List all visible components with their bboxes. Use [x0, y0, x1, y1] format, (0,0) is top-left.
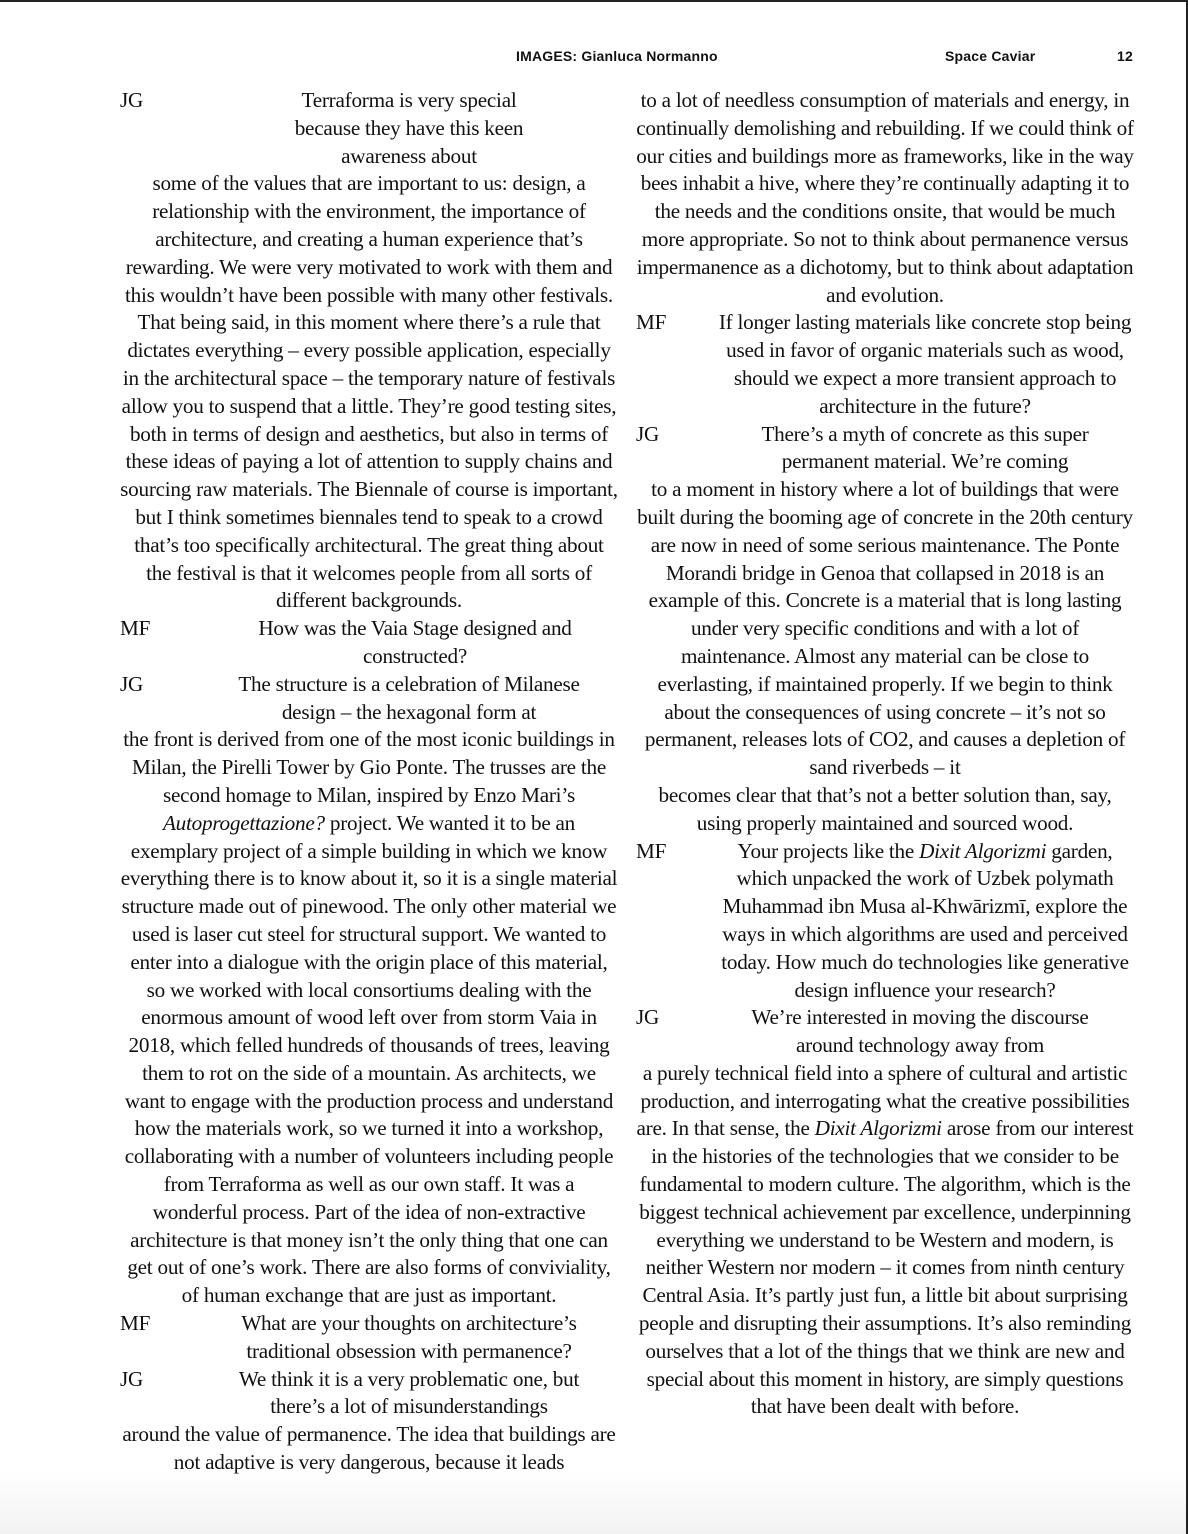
question-text: If longer lasting materials like concrete stop being used in favor of organic materials such as wood, should we expect a more transient approach to architecture in the future? — [718, 310, 1132, 418]
question-text-part: Your projects like the — [737, 838, 920, 863]
project-title: Dixit Algorizmi — [919, 838, 1047, 863]
answer-text: some of the values that are important to us: design, a relationship with the environment, the importance of architecture, and creating a human experience that’s rewarding. We were very motivated to work with them and this wouldn’t have been possible with many other festivals. That being said, in this moment where there’s a rule that dictates everything – every possible application, especially in the architectural space – the temporary nature of festivals allow you to suspend that a little. They’re good testing sites, both in terms of design and aesthetics, but also in terms of these ideas of paying a lot of attention to supply chains and sourcing raw materials. The Biennale of course is important, but I think sometimes biennales tend to speak to a crowd that’s too specifically architectural. The great thing about the festival is that it welcomes people from all sorts of different backgrounds. — [120, 171, 618, 613]
answer-text — [120, 726, 618, 1310]
project-title: Autoprogettazione? — [162, 810, 325, 835]
answer-lead: We’re interested in moving the discourse around technology away from — [751, 1005, 1089, 1058]
answer-text: becomes clear that that’s not a better solution than, say, using properly maintained and sourced wood. — [658, 782, 1112, 835]
answer-block — [636, 1004, 1134, 1421]
answer-text-part: a purely technical field into a sphere of cultural and artistic production, and interrogating what the creative possibilities are. In that sense, the — [636, 1060, 1130, 1141]
question-text: How was the Vaia Stage designed and constructed? — [258, 616, 572, 668]
speaker-label: MF — [636, 310, 667, 335]
speaker-label: JG — [120, 1366, 144, 1391]
page-number: 12 — [1117, 48, 1133, 64]
speaker-label: MF — [120, 616, 151, 641]
question-block — [120, 1310, 618, 1366]
question-text-part: garden, which unpacked the work of Uzbek polymath Muhammad ibn Musa al-Khwārizmī, explore the ways in which algorithms are used and perceived today. How much do technologies like generative design influence your research? — [721, 838, 1129, 1002]
running-header — [0, 48, 1188, 68]
answer-lead: We think it is a very problematic one, but there’s a lot of misunderstandings — [238, 1366, 580, 1419]
left-column — [120, 87, 618, 1477]
answer-text-part: project. We wanted it to be an exemplary project of a simple building in which we know everything there is to know about it, so it is a single material structure made out of pinewood. The only other material we used is laser cut steel for structural support. We wanted to enter into a dialogue with the origin place of this material, so we worked with local consortiums dealing with the enormous amount of wood left over from storm Vaia in 2018, which felled hundreds of thousands of trees, leaving them to rot on the side of a mountain. As architects, we want to engage with the production process and understand how the materials work, so we turned it into a workshop, collaborating with a number of volunteers including people from Terraforma as well as our own staff. It was a wonderful process. Part of the idea of non-extractive architecture is that money isn’t the only thing that one can get out of one’s work. There are also forms of conviviality, of human exchange that are just as important. — [120, 810, 618, 1308]
speaker-label: MF — [636, 838, 667, 863]
speaker-label: JG — [636, 421, 660, 446]
speaker-label: JG — [636, 1005, 660, 1030]
answer-text: around the value of permanence. The idea that buildings are not adaptive is very dangerous, because it leads — [122, 1422, 616, 1475]
magazine-name: Space Caviar — [945, 48, 1036, 64]
answer-text-part: the front is derived from one of the most iconic buildings in Milan, the Pirelli Tower by Gio Ponte. The trusses are the second homage to Milan, inspired by Enzo Mari’s — [123, 727, 615, 807]
question-text — [636, 838, 1134, 1005]
answer-text: to a moment in history where a lot of buildings that were built during the booming age of concrete in the 20th century are now in need of some serious maintenance. The Ponte Morandi bridge in Genoa that collapsed in 2018 is an example of this. Concrete is a material that is long lasting under very specific conditions and with a lot of maintenance. Almost any material can be close to everlasting, if maintained properly. If we begin to think about the consequences of using concrete – it’s not so permanent, releases lots of CO2, and causes a depletion of sand riverbeds – it — [637, 477, 1133, 780]
speaker-label: MF — [120, 1311, 151, 1336]
answer-continuation: to a lot of needless consumption of materials and energy, in continually demolishing and rebuilding. If we could think of our cities and buildings more as frameworks, like in the way bees inhabit a hive, where they’re continually adapting it to the needs and the conditions onsite, that would be much more appropriate. So not to think about permanence versus impermanence as a dichotomy, but to think about adaptation and evolution. — [636, 88, 1134, 307]
speaker-label: JG — [120, 88, 144, 112]
answer-text-part: arose from our interest in the histories of the technologies that we consider to be fundamental to modern culture. The algorithm, which is the biggest technical achievement par excellence, underpinning everything we understand to be Western and modern, is neither Western nor modern – it comes from ninth century Central Asia. It’s partly just fun, a little bit about surprising people and disrupting their assumptions. It’s also reminding ourselves that a lot of the things that we think are new and special about this moment in history, are simply questions that have been dealt with before. — [638, 1116, 1134, 1419]
question-text: What are your thoughts on architecture’s traditional obsession with permanence? — [241, 1311, 577, 1363]
question-block — [636, 838, 1134, 1005]
answer-lead: Terraforma is very special because they have this keen awareness about — [294, 88, 524, 168]
speaker-label: JG — [120, 671, 144, 696]
question-block — [120, 615, 618, 671]
image-credit: IMAGES: Gianluca Normanno — [516, 48, 718, 64]
answer-block — [120, 1366, 618, 1477]
answer-lead: There’s a myth of concrete as this super permanent material. We’re coming — [761, 421, 1089, 474]
project-title: Dixit Algorizmi — [814, 1116, 942, 1141]
answer-block — [636, 421, 1134, 838]
answer-text — [636, 1060, 1134, 1421]
answer-lead: The structure is a celebration of Milanese design – the hexagonal form at — [238, 671, 580, 724]
question-block — [636, 309, 1134, 420]
answer-block — [120, 671, 618, 1310]
right-column — [636, 87, 1134, 1421]
answer-block — [120, 87, 618, 615]
